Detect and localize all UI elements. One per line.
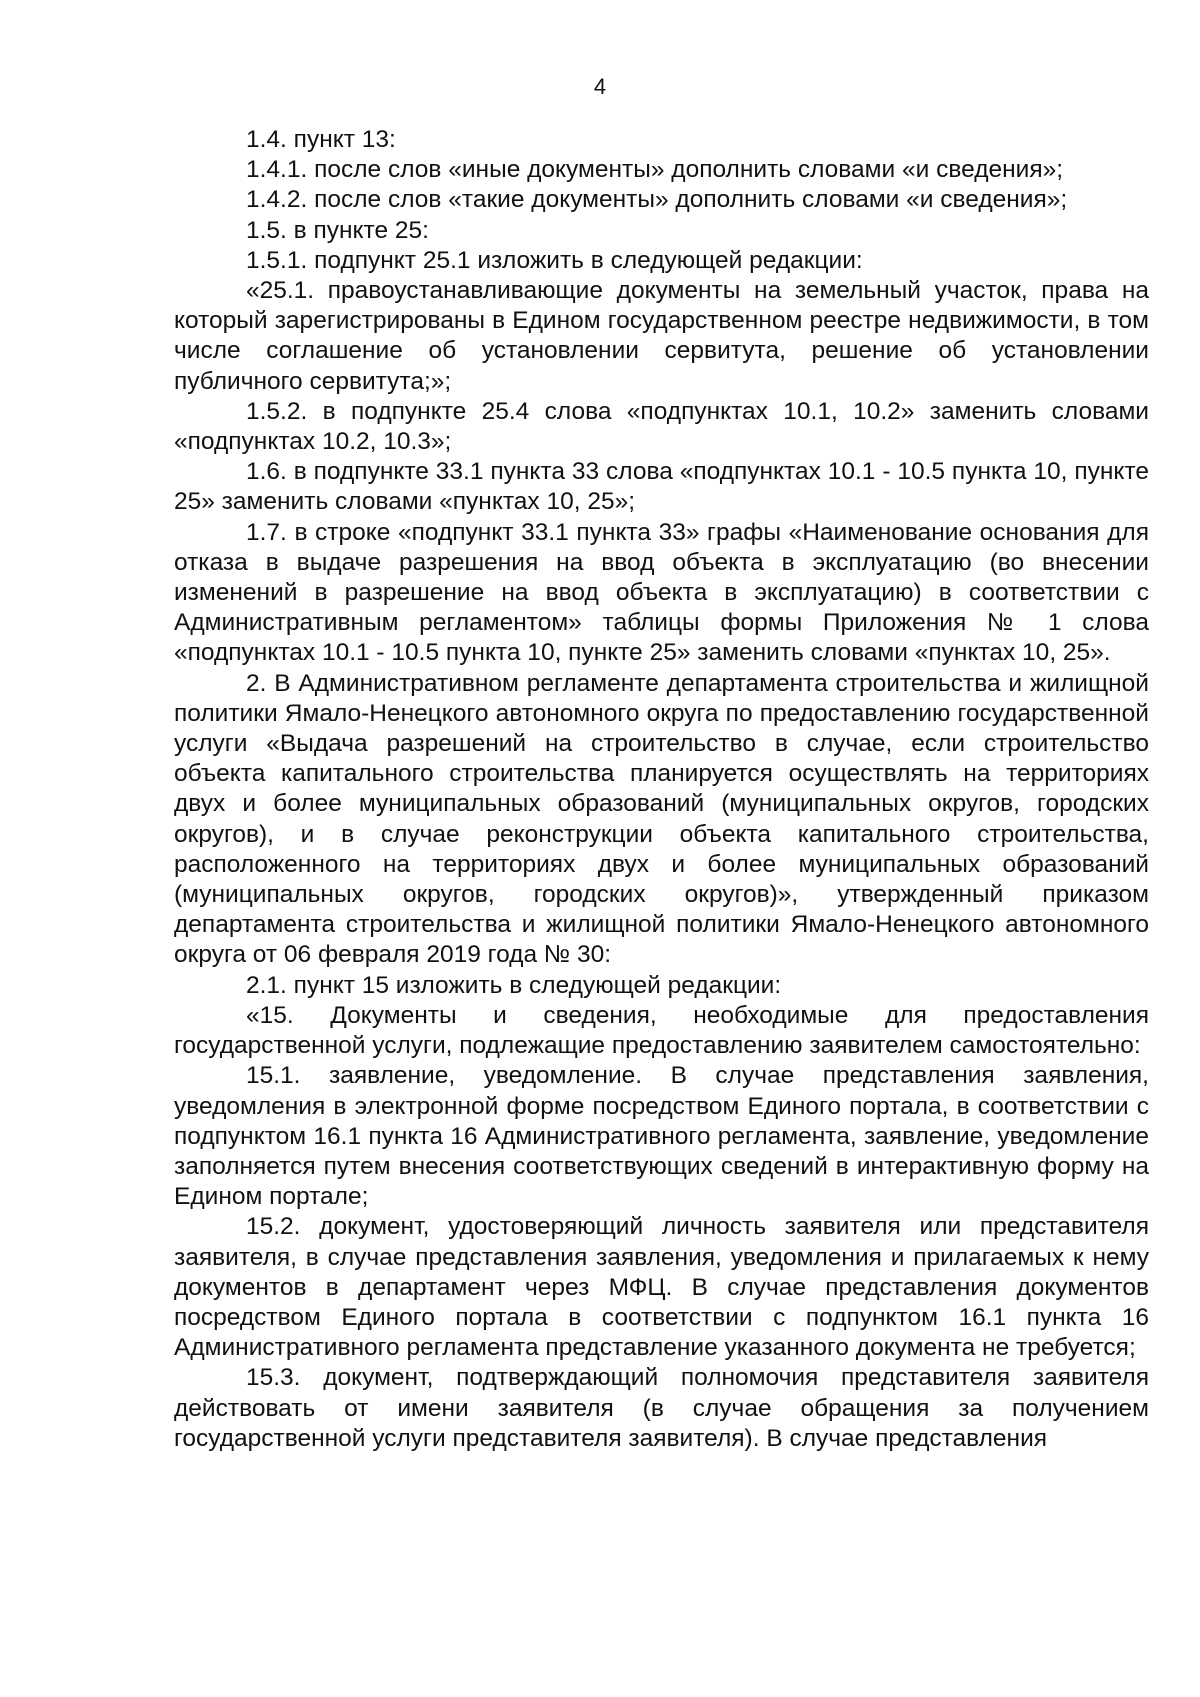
page-number: 4: [593, 74, 607, 99]
paragraph-1-5-1: 1.5.1. подпункт 25.1 изложить в следующей редакции:: [246, 246, 863, 274]
paragraph-2-1: 2.1. пункт 15 изложить в следующей редакции:: [246, 971, 782, 999]
paragraph-15-2: 15.2. документ, удостоверяющий личность заявителя или представителя заявителя, в случае представления заявления, уведомления и прилагаемых к нему документов в департамент через МФЦ. В случае представления документов посредством Единого портала в соответствии с подпунктом 16.1 пункта 16 Административного регламента представление указанного документа не требуется;: [174, 1213, 1149, 1362]
paragraph-1-4-1: 1.4.1. после слов «иные документы» дополнить словами «и сведения»;: [246, 156, 1064, 184]
paragraph-1-5: 1.5. в пункте 25:: [246, 216, 429, 244]
paragraph-1-6: 1.6. в подпункте 33.1 пункта 33 слова «подпунктах 10.1 - 10.5 пункта 10, пункте 25» заменить словами «пунктах 10, 25»;: [174, 458, 1149, 516]
paragraph-1-7: 1.7. в строке «подпункт 33.1 пункта 33» графы «Наименование основания для отказа в выдаче разрешения на ввод объекта в эксплуатацию (во внесении изменений в разрешение на ввод объекта в эксплуатацию) в соответствии с Административным регламентом» таблицы формы Приложения № 1 слова «подпунктах 10.1 - 10.5 пункта 10, пункте 25» заменить словами «пунктах 10, 25».: [174, 518, 1149, 667]
paragraph-15-3: 15.3. документ, подтверждающий полномочия представителя заявителя действовать от имени заявителя (в случае обращения за получением государственной услуги представителя заявителя). В случае представления: [174, 1364, 1149, 1452]
document-body: [174, 125, 1149, 1454]
paragraph-2: 2. В Административном регламенте департамента строительства и жилищной политики Ямало-Ненецкого автономного округа по предоставлению государственной услуги «Выдача разрешений на строительство в случае, если строительство объекта капитального строительства планируется осуществлять на территориях двух и более муниципальных образований (муниципальных округов, городских округов), и в случае реконструкции объекта капитального строительства, расположенного на территориях двух и более муниципальных образований (муниципальных округов, городских округов)», утвержденный приказом департамента строительства и жилищной политики Ямало-Ненецкого автономного округа от 06 февраля 2019 года № 30:: [174, 669, 1149, 969]
paragraph-1-4: 1.4. пункт 13:: [246, 126, 396, 153]
paragraph-1-4-2: 1.4.2. после слов «такие документы» дополнить словами «и сведения»;: [246, 186, 1068, 214]
paragraph-1-5-2: 1.5.2. в подпункте 25.4 слова «подпунктах 10.1, 10.2» заменить словами «подпунктах 10.2, 10.3»;: [174, 397, 1149, 456]
paragraph-15-quote: «15. Документы и сведения, необходимые для предоставления государственной услуги, подлежащие предоставлению заявителем самостоятельно:: [174, 1001, 1149, 1060]
paragraph-25-1-quote: «25.1. правоустанавливающие документы на земельный участок, права на который зарегистрированы в Едином государственном реестре недвижимости, в том числе соглашение об установлении сервитута, решение об установлении публичного сервитута;»;: [174, 277, 1149, 395]
paragraph-15-1: 15.1. заявление, уведомление. В случае представления заявления, уведомления в электронной форме посредством Единого портала, в соответствии с подпунктом 16.1 пункта 16 Административного регламента, заявление, уведомление заполняется путем внесения соответствующих сведений в интерактивную форму на Едином портале;: [174, 1062, 1149, 1211]
